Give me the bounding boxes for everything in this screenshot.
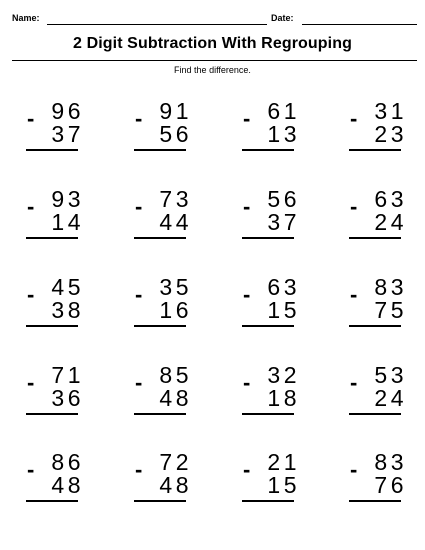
subtrahend: 44 xyxy=(159,209,192,235)
minuend: 83 xyxy=(374,449,407,475)
minuend: 86 xyxy=(51,449,84,475)
subtrahend: 38 xyxy=(51,297,84,323)
minuend: 71 xyxy=(51,362,84,388)
subtrahend: 24 xyxy=(374,385,407,411)
answer-line xyxy=(349,325,401,327)
minuend: 61 xyxy=(267,98,300,124)
minus-sign: - xyxy=(135,457,143,482)
minus-sign: - xyxy=(27,457,35,482)
problem-1 xyxy=(24,100,94,170)
problem-15 xyxy=(240,364,310,434)
problem-8 xyxy=(347,188,417,258)
subtrahend: 76 xyxy=(374,472,407,498)
minuend: 96 xyxy=(51,98,84,124)
minus-sign: - xyxy=(135,106,143,131)
minuend: 56 xyxy=(267,186,300,212)
name-label: Name: xyxy=(12,13,40,23)
subtrahend: 36 xyxy=(51,385,84,411)
minus-sign: - xyxy=(243,194,251,219)
problem-4 xyxy=(347,100,417,170)
subtrahend: 48 xyxy=(51,472,84,498)
minus-sign: - xyxy=(350,370,358,395)
problem-3 xyxy=(240,100,310,170)
minuend: 93 xyxy=(51,186,84,212)
minuend: 32 xyxy=(267,362,300,388)
minuend: 85 xyxy=(159,362,192,388)
subtrahend: 75 xyxy=(374,297,407,323)
minus-sign: - xyxy=(27,194,35,219)
instructions: Find the difference. xyxy=(174,65,251,75)
answer-line xyxy=(242,149,294,151)
subtrahend: 14 xyxy=(51,209,84,235)
answer-line xyxy=(242,413,294,415)
answer-line xyxy=(349,413,401,415)
answer-line xyxy=(26,413,78,415)
page-title: 2 Digit Subtraction With Regrouping xyxy=(73,35,352,52)
problem-13 xyxy=(24,364,94,434)
subtrahend: 37 xyxy=(267,209,300,235)
date-field[interactable] xyxy=(302,24,417,25)
problem-5 xyxy=(24,188,94,258)
problem-17 xyxy=(24,451,94,521)
answer-line xyxy=(134,325,186,327)
minus-sign: - xyxy=(27,370,35,395)
minus-sign: - xyxy=(243,282,251,307)
minus-sign: - xyxy=(27,106,35,131)
answer-line xyxy=(242,500,294,502)
answer-line xyxy=(134,500,186,502)
minuend: 45 xyxy=(51,274,84,300)
answer-line xyxy=(134,237,186,239)
title-divider xyxy=(12,60,417,61)
minus-sign: - xyxy=(243,106,251,131)
problem-9 xyxy=(24,276,94,346)
minus-sign: - xyxy=(243,457,251,482)
minus-sign: - xyxy=(350,282,358,307)
minuend: 21 xyxy=(267,449,300,475)
answer-line xyxy=(349,237,401,239)
problem-16 xyxy=(347,364,417,434)
subtrahend: 18 xyxy=(267,385,300,411)
subtrahend: 56 xyxy=(159,121,192,147)
problem-6 xyxy=(132,188,202,258)
problem-7 xyxy=(240,188,310,258)
subtrahend: 15 xyxy=(267,297,300,323)
problem-12 xyxy=(347,276,417,346)
minuend: 53 xyxy=(374,362,407,388)
answer-line xyxy=(26,149,78,151)
subtrahend: 48 xyxy=(159,385,192,411)
minuend: 83 xyxy=(374,274,407,300)
minus-sign: - xyxy=(350,457,358,482)
header-row xyxy=(12,9,417,27)
answer-line xyxy=(134,413,186,415)
answer-line xyxy=(349,149,401,151)
answer-line xyxy=(242,237,294,239)
minus-sign: - xyxy=(135,282,143,307)
subtrahend: 48 xyxy=(159,472,192,498)
problem-20 xyxy=(347,451,417,521)
problem-19 xyxy=(240,451,310,521)
answer-line xyxy=(26,325,78,327)
answer-line xyxy=(242,325,294,327)
name-field[interactable] xyxy=(47,24,267,25)
answer-line xyxy=(26,237,78,239)
minuend: 63 xyxy=(374,186,407,212)
minus-sign: - xyxy=(135,370,143,395)
subtrahend: 16 xyxy=(159,297,192,323)
subtrahend: 15 xyxy=(267,472,300,498)
minus-sign: - xyxy=(350,106,358,131)
answer-line xyxy=(134,149,186,151)
answer-line xyxy=(26,500,78,502)
problem-14 xyxy=(132,364,202,434)
minuend: 63 xyxy=(267,274,300,300)
minuend: 72 xyxy=(159,449,192,475)
subtrahend: 13 xyxy=(267,121,300,147)
minuend: 73 xyxy=(159,186,192,212)
subtrahend: 23 xyxy=(374,121,407,147)
minus-sign: - xyxy=(135,194,143,219)
minuend: 91 xyxy=(159,98,192,124)
problem-2 xyxy=(132,100,202,170)
minus-sign: - xyxy=(350,194,358,219)
subtrahend: 37 xyxy=(51,121,84,147)
minuend: 31 xyxy=(374,98,407,124)
problem-10 xyxy=(132,276,202,346)
problem-11 xyxy=(240,276,310,346)
minus-sign: - xyxy=(243,370,251,395)
date-label: Date: xyxy=(271,13,294,23)
answer-line xyxy=(349,500,401,502)
minuend: 35 xyxy=(159,274,192,300)
minus-sign: - xyxy=(27,282,35,307)
problem-18 xyxy=(132,451,202,521)
subtrahend: 24 xyxy=(374,209,407,235)
